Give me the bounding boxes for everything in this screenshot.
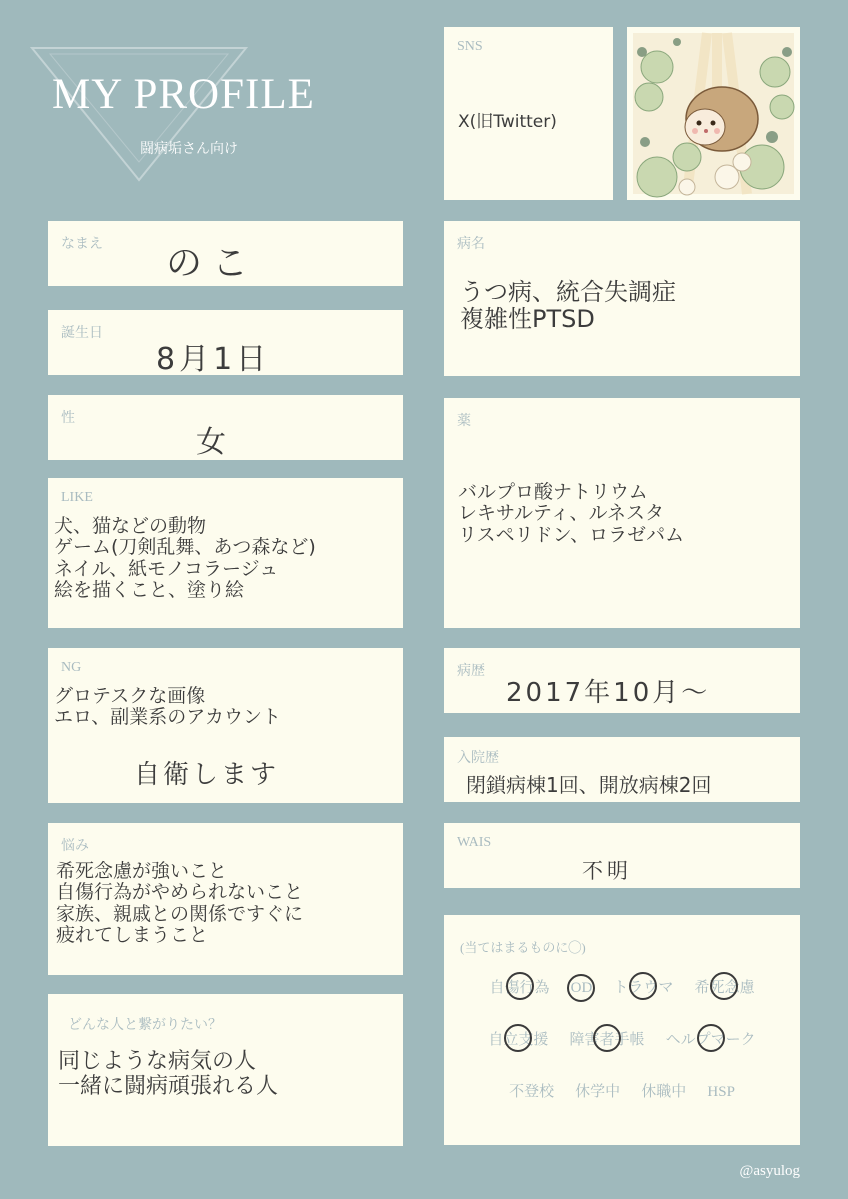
hospital-label: 入院歴 bbox=[457, 751, 499, 766]
credit: @asyulog bbox=[739, 1163, 800, 1179]
worries-list bbox=[56, 861, 303, 946]
hospital-value: 閉鎖病棟1回、開放病棟2回 bbox=[466, 773, 712, 797]
sex-card bbox=[48, 395, 403, 460]
checklist-chip[interactable]: 不登校 bbox=[509, 1084, 555, 1100]
sex-label: 性 bbox=[61, 411, 75, 426]
like-item: ネイル、紙モノコラージュ bbox=[54, 557, 279, 580]
page-subtitle: 闘病垢さん向け bbox=[140, 142, 238, 157]
connect-item: 同じような病気の人 bbox=[58, 1049, 257, 1074]
title-area bbox=[24, 40, 364, 190]
ng-item: グロテスクな画像 bbox=[54, 685, 206, 707]
birthday-label: 誕生日 bbox=[61, 326, 103, 341]
checklist-card bbox=[444, 915, 800, 1145]
like-label: LIKE bbox=[61, 490, 93, 505]
ng-item: エロ、副業系のアカウント bbox=[54, 706, 282, 729]
sns-label: SNS bbox=[457, 39, 483, 54]
checklist-chip[interactable]: 障害者手帳 bbox=[569, 1028, 644, 1049]
connect-label: どんな人と繋がりたい？ bbox=[68, 1018, 222, 1033]
like-item: ゲーム(刀剣乱舞、あつ森など) bbox=[54, 536, 316, 559]
check-circle-icon bbox=[506, 972, 534, 1000]
worries-label: 悩み bbox=[61, 839, 89, 854]
medicine-label: 薬 bbox=[457, 414, 471, 429]
connect-card bbox=[48, 994, 403, 1146]
like-list bbox=[54, 516, 316, 601]
sns-value: X(旧Twitter) bbox=[458, 112, 557, 132]
history-value: 2017年10月〜 bbox=[506, 678, 711, 708]
worries-item: 疲れてしまうこと bbox=[56, 923, 209, 946]
checklist-chip[interactable]: 休職中 bbox=[641, 1084, 687, 1100]
diagnosis-card bbox=[444, 221, 800, 376]
check-circle-icon bbox=[567, 974, 595, 1002]
check-circle-icon bbox=[504, 1024, 532, 1052]
like-item: 犬、猫などの動物 bbox=[54, 515, 207, 537]
checklist-row bbox=[444, 1080, 800, 1101]
ng-card bbox=[48, 648, 403, 803]
medicine-item: レキサルティ、ルネスタ bbox=[458, 502, 664, 525]
hospital-card bbox=[444, 737, 800, 802]
checklist-chip[interactable]: トラウマ bbox=[613, 976, 673, 997]
check-circle-icon bbox=[629, 972, 657, 1000]
checklist-row bbox=[444, 976, 800, 997]
checklist-chip[interactable]: 希死念慮 bbox=[694, 976, 754, 997]
checklist-chip[interactable]: ヘルプマーク bbox=[666, 1028, 756, 1049]
check-circle-icon bbox=[697, 1024, 725, 1052]
connect-item: 一緒に闘病頑張れる人 bbox=[58, 1073, 279, 1099]
name-card bbox=[48, 221, 403, 286]
wais-card bbox=[444, 823, 800, 888]
check-circle-icon bbox=[593, 1024, 621, 1052]
worries-item: 自傷行為がやめられないこと bbox=[56, 881, 304, 904]
wais-label: WAIS bbox=[457, 835, 492, 850]
ng-note: 自衛します bbox=[134, 760, 280, 790]
medicine-list bbox=[458, 482, 684, 546]
checklist-row bbox=[444, 1028, 800, 1049]
worries-item: 希死念慮が強いこと bbox=[56, 860, 228, 882]
name-label: なまえ bbox=[61, 237, 103, 252]
medicine-item: リスペリドン、ロラゼパム bbox=[458, 523, 685, 546]
connect-list bbox=[58, 1050, 278, 1099]
diagnosis-list bbox=[460, 279, 676, 333]
page-title: MY PROFILE bbox=[52, 71, 315, 118]
check-circle-icon bbox=[710, 972, 738, 1000]
checklist-chip[interactable]: 自傷行為 bbox=[490, 976, 550, 997]
checklist-chip[interactable]: 休学中 bbox=[575, 1084, 621, 1100]
worries-card bbox=[48, 823, 403, 975]
history-label: 病歴 bbox=[457, 664, 485, 679]
medicine-item: バルプロ酸ナトリウム bbox=[458, 481, 648, 503]
birthday-card bbox=[48, 310, 403, 375]
checklist-chip[interactable]: HSP bbox=[707, 1084, 735, 1100]
hedgehog-illustration bbox=[627, 27, 800, 200]
wais-value: 不明 bbox=[582, 859, 632, 883]
like-item: 絵を描くこと、塗り絵 bbox=[54, 578, 245, 601]
sns-card bbox=[444, 27, 613, 200]
medicine-card bbox=[444, 398, 800, 628]
history-card bbox=[444, 648, 800, 713]
worries-item: 家族、親戚との関係ですぐに bbox=[56, 902, 304, 925]
checklist-chip[interactable]: 自立支援 bbox=[488, 1028, 548, 1049]
diagnosis-label: 病名 bbox=[457, 237, 485, 252]
like-card bbox=[48, 478, 403, 628]
sex-value: 女 bbox=[196, 425, 226, 460]
name-value: のこ bbox=[166, 243, 259, 284]
ng-list bbox=[54, 686, 281, 729]
ng-label: NG bbox=[61, 660, 82, 675]
birthday-value: 8月1日 bbox=[156, 342, 271, 375]
diagnosis-item: うつ病、統合失調症 bbox=[460, 278, 676, 306]
checklist-label: (当てはまるものに◯) bbox=[460, 940, 586, 955]
diagnosis-item: 複雑性PTSD bbox=[460, 304, 595, 333]
checklist-chip[interactable]: OD bbox=[571, 980, 593, 997]
